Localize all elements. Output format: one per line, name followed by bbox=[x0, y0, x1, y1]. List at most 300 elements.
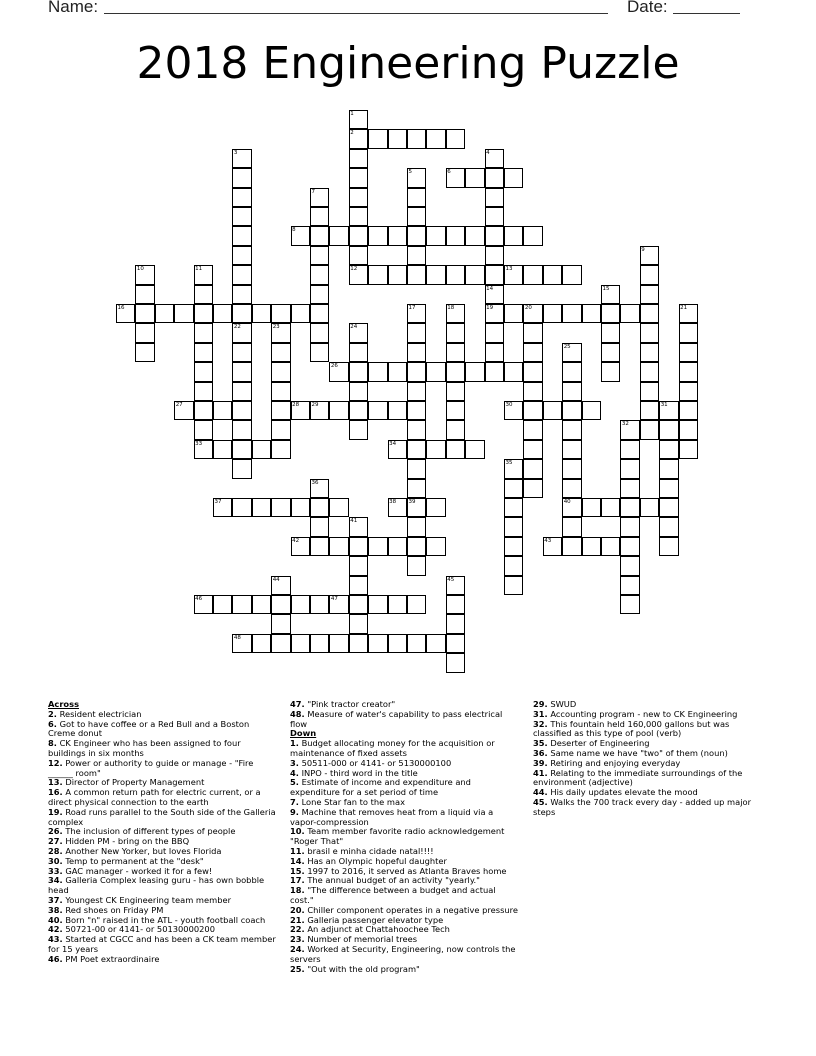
grid-cell[interactable] bbox=[446, 595, 465, 614]
grid-cell[interactable] bbox=[232, 420, 251, 439]
clue-number-label: 47. bbox=[290, 699, 305, 709]
clue-text: Got to have coffee or a Red Bull and a Boston Creme donut bbox=[48, 718, 250, 739]
grid-cell[interactable] bbox=[232, 304, 251, 323]
grid-cell[interactable] bbox=[252, 498, 271, 517]
grid-cell[interactable] bbox=[504, 517, 523, 536]
grid-cell[interactable] bbox=[582, 537, 601, 556]
grid-cell[interactable] bbox=[485, 207, 504, 226]
grid-cell[interactable] bbox=[349, 634, 368, 653]
grid-cell[interactable] bbox=[407, 595, 426, 614]
clue-text: Another New Yorker, but loves Florida bbox=[62, 845, 222, 856]
grid-cell[interactable] bbox=[620, 479, 639, 498]
grid-cell[interactable] bbox=[388, 129, 407, 148]
grid-cell[interactable] bbox=[329, 498, 348, 517]
clue-text: Galleria passenger elevator type bbox=[304, 914, 444, 925]
grid-cell[interactable] bbox=[562, 517, 581, 536]
grid-cell[interactable] bbox=[446, 362, 465, 381]
grid-cell[interactable] bbox=[485, 265, 504, 284]
grid-cell[interactable] bbox=[485, 226, 504, 245]
grid-cell[interactable] bbox=[194, 382, 213, 401]
clue-text: A common return path for electric current, or a direct physical connection to the earth bbox=[48, 787, 261, 807]
grid-cell[interactable] bbox=[640, 420, 659, 439]
grid-cell[interactable] bbox=[271, 343, 290, 362]
clue-number: 12 bbox=[350, 266, 358, 273]
clue-number: 23 bbox=[272, 324, 280, 331]
grid-cell[interactable] bbox=[349, 246, 368, 265]
grid-cell[interactable] bbox=[349, 401, 368, 420]
grid-cell[interactable] bbox=[232, 401, 251, 420]
grid-cell[interactable] bbox=[349, 226, 368, 245]
grid-cell[interactable] bbox=[213, 440, 232, 459]
clue-number: 39 bbox=[408, 499, 416, 505]
clue-text: Road runs parallel to the South side of the Galleria complex bbox=[48, 806, 276, 827]
clue-item bbox=[48, 808, 276, 828]
grid-cell[interactable] bbox=[504, 362, 523, 381]
grid-cell[interactable] bbox=[271, 382, 290, 401]
grid-cell[interactable] bbox=[523, 265, 542, 284]
grid-cell[interactable] bbox=[601, 323, 620, 342]
grid-cell[interactable] bbox=[407, 382, 426, 401]
grid-cell[interactable] bbox=[194, 343, 213, 362]
grid-cell[interactable] bbox=[562, 401, 581, 420]
grid-cell[interactable] bbox=[310, 634, 329, 653]
grid-cell[interactable] bbox=[640, 401, 659, 420]
grid-cell[interactable] bbox=[368, 129, 387, 148]
grid-cell[interactable] bbox=[310, 323, 329, 342]
grid-cell[interactable] bbox=[504, 304, 523, 323]
grid-cell[interactable] bbox=[349, 556, 368, 575]
grid-cell[interactable] bbox=[523, 343, 542, 362]
grid-cell[interactable] bbox=[271, 420, 290, 439]
grid-cell[interactable] bbox=[252, 440, 271, 459]
grid-cell[interactable] bbox=[310, 517, 329, 536]
grid-cell[interactable] bbox=[388, 537, 407, 556]
clue-text: Worked at Security, Engineering, now controls the servers bbox=[290, 943, 516, 964]
grid-cell[interactable] bbox=[465, 226, 484, 245]
grid-cell[interactable] bbox=[329, 401, 348, 420]
grid-cell[interactable] bbox=[523, 459, 542, 478]
grid-cell[interactable] bbox=[232, 188, 251, 207]
grid-cell[interactable] bbox=[426, 129, 445, 148]
clue-text: 50721-00 or 4141- or 50130000200 bbox=[62, 924, 215, 935]
grid-cell[interactable] bbox=[601, 362, 620, 381]
grid-cell[interactable] bbox=[407, 517, 426, 536]
grid-cell[interactable] bbox=[659, 459, 678, 478]
grid-cell[interactable] bbox=[368, 401, 387, 420]
grid-cell[interactable] bbox=[388, 265, 407, 284]
grid-cell[interactable] bbox=[310, 343, 329, 362]
grid-cell[interactable] bbox=[582, 401, 601, 420]
grid-cell[interactable] bbox=[601, 537, 620, 556]
grid-cell[interactable] bbox=[291, 595, 310, 614]
clue-number-label: 16. bbox=[48, 787, 63, 798]
grid-cell[interactable] bbox=[679, 323, 698, 342]
clue-number-label: 30. bbox=[48, 855, 63, 866]
clue-text: Resident electrician bbox=[56, 708, 142, 719]
grid-cell[interactable] bbox=[310, 537, 329, 556]
grid-cell[interactable] bbox=[232, 246, 251, 265]
grid-cell[interactable] bbox=[291, 634, 310, 653]
clue-item bbox=[533, 769, 767, 789]
grid-cell[interactable] bbox=[659, 498, 678, 517]
grid-cell[interactable] bbox=[232, 382, 251, 401]
grid-cell[interactable] bbox=[349, 537, 368, 556]
grid-cell[interactable] bbox=[310, 304, 329, 323]
grid-cell[interactable] bbox=[368, 595, 387, 614]
clue-number-label: 31. bbox=[533, 708, 548, 719]
grid-cell[interactable] bbox=[620, 595, 639, 614]
grid-cell[interactable] bbox=[194, 401, 213, 420]
grid-cell[interactable] bbox=[620, 304, 639, 323]
clue-number-label: 43. bbox=[48, 934, 63, 945]
grid-cell[interactable] bbox=[601, 498, 620, 517]
grid-cell[interactable] bbox=[504, 556, 523, 575]
grid-cell[interactable] bbox=[446, 420, 465, 439]
clue-number-label: 1. bbox=[290, 738, 299, 749]
grid-cell[interactable] bbox=[174, 304, 193, 323]
grid-cell[interactable] bbox=[349, 149, 368, 168]
grid-cell[interactable] bbox=[232, 207, 251, 226]
grid-cell[interactable] bbox=[407, 634, 426, 653]
grid-cell[interactable] bbox=[446, 129, 465, 148]
grid-cell[interactable] bbox=[271, 634, 290, 653]
grid-cell[interactable] bbox=[523, 401, 542, 420]
grid-cell[interactable] bbox=[213, 401, 232, 420]
grid-cell[interactable] bbox=[620, 498, 639, 517]
grid-cell[interactable] bbox=[485, 323, 504, 342]
grid-cell[interactable] bbox=[523, 382, 542, 401]
grid-cell[interactable] bbox=[679, 440, 698, 459]
grid-cell[interactable] bbox=[252, 595, 271, 614]
across-clue-list bbox=[48, 710, 276, 965]
grid-cell[interactable] bbox=[640, 323, 659, 342]
grid-cell[interactable] bbox=[232, 265, 251, 284]
grid-cell[interactable] bbox=[271, 498, 290, 517]
clue-number: 9 bbox=[641, 246, 645, 253]
grid-cell[interactable] bbox=[640, 304, 659, 323]
grid-cell[interactable] bbox=[543, 304, 562, 323]
grid-cell[interactable] bbox=[135, 285, 154, 304]
puzzle-title: 2018 Engineering Puzzle bbox=[136, 38, 680, 89]
clue-number: 31 bbox=[660, 402, 668, 408]
grid-cell[interactable] bbox=[582, 304, 601, 323]
grid-cell[interactable] bbox=[407, 343, 426, 362]
grid-cell[interactable] bbox=[620, 556, 639, 575]
grid-cell[interactable] bbox=[426, 362, 445, 381]
grid-cell[interactable] bbox=[310, 207, 329, 226]
grid-cell[interactable] bbox=[194, 323, 213, 342]
grid-cell[interactable] bbox=[407, 440, 426, 459]
clue-item bbox=[48, 935, 276, 955]
grid-cell[interactable] bbox=[271, 362, 290, 381]
grid-cell[interactable] bbox=[291, 498, 310, 517]
grid-cell[interactable] bbox=[232, 459, 251, 478]
grid-cell[interactable] bbox=[640, 285, 659, 304]
grid-cell[interactable] bbox=[446, 343, 465, 362]
grid-cell[interactable] bbox=[232, 440, 251, 459]
grid-cell[interactable] bbox=[232, 168, 251, 187]
grid-cell[interactable] bbox=[271, 614, 290, 633]
grid-cell[interactable] bbox=[426, 265, 445, 284]
grid-cell[interactable] bbox=[426, 226, 445, 245]
clue-number-label: 28. bbox=[48, 845, 63, 856]
grid-cell[interactable] bbox=[271, 401, 290, 420]
grid-cell[interactable] bbox=[640, 498, 659, 517]
grid-cell[interactable] bbox=[465, 440, 484, 459]
clue-number: 25 bbox=[563, 343, 571, 350]
grid-cell[interactable] bbox=[446, 634, 465, 653]
grid-cell[interactable] bbox=[310, 226, 329, 245]
grid-cell[interactable] bbox=[271, 595, 290, 614]
clue-text: His daily updates elevate the mood bbox=[547, 787, 698, 798]
grid-cell[interactable] bbox=[562, 479, 581, 498]
grid-cell[interactable] bbox=[659, 517, 678, 536]
grid-cell[interactable] bbox=[485, 168, 504, 187]
grid-cell[interactable] bbox=[562, 265, 581, 284]
clue-text: Galleria Complex leasing guru - has own bobble head bbox=[48, 875, 265, 896]
grid-cell[interactable] bbox=[426, 440, 445, 459]
grid-cell[interactable] bbox=[271, 440, 290, 459]
grid-cell[interactable] bbox=[640, 343, 659, 362]
grid-cell[interactable] bbox=[407, 401, 426, 420]
grid-cell[interactable] bbox=[368, 226, 387, 245]
grid-cell[interactable] bbox=[543, 265, 562, 284]
grid-cell[interactable] bbox=[426, 537, 445, 556]
grid-cell[interactable] bbox=[640, 362, 659, 381]
clue-number: 1 bbox=[350, 111, 354, 117]
grid-cell[interactable] bbox=[232, 498, 251, 517]
clue-number-label: 3. bbox=[290, 757, 299, 768]
grid-cell[interactable] bbox=[446, 614, 465, 633]
grid-cell[interactable] bbox=[601, 304, 620, 323]
grid-cell[interactable] bbox=[368, 265, 387, 284]
grid-cell[interactable] bbox=[562, 440, 581, 459]
clue-text: brasil e minha cidade natal!!!! bbox=[304, 845, 434, 856]
grid-cell[interactable] bbox=[407, 556, 426, 575]
grid-cell[interactable] bbox=[446, 382, 465, 401]
grid-cell[interactable] bbox=[485, 188, 504, 207]
grid-cell[interactable] bbox=[504, 479, 523, 498]
grid-cell[interactable] bbox=[446, 265, 465, 284]
grid-cell[interactable] bbox=[446, 401, 465, 420]
grid-cell[interactable] bbox=[232, 362, 251, 381]
grid-cell[interactable] bbox=[349, 420, 368, 439]
clue-item bbox=[48, 720, 276, 740]
clue-number: 10 bbox=[136, 266, 144, 273]
grid-cell[interactable] bbox=[465, 168, 484, 187]
grid-cell[interactable] bbox=[659, 479, 678, 498]
clue-text: Measure of water's capability to pass electrical flow bbox=[290, 708, 503, 729]
grid-cell[interactable] bbox=[310, 246, 329, 265]
grid-cell[interactable] bbox=[291, 304, 310, 323]
clue-text: Lone Star fan to the max bbox=[298, 796, 405, 807]
grid-cell[interactable] bbox=[252, 634, 271, 653]
clue-item bbox=[533, 798, 767, 818]
grid-cell[interactable] bbox=[407, 459, 426, 478]
grid-cell[interactable] bbox=[582, 498, 601, 517]
grid-cell[interactable] bbox=[135, 304, 154, 323]
grid-cell[interactable] bbox=[446, 323, 465, 342]
clue-number: 7 bbox=[311, 188, 315, 195]
grid-cell[interactable] bbox=[679, 420, 698, 439]
grid-cell[interactable] bbox=[679, 362, 698, 381]
grid-cell[interactable] bbox=[523, 420, 542, 439]
grid-cell[interactable] bbox=[504, 226, 523, 245]
grid-cell[interactable] bbox=[349, 168, 368, 187]
grid-cell[interactable] bbox=[601, 343, 620, 362]
grid-cell[interactable] bbox=[562, 304, 581, 323]
grid-cell[interactable] bbox=[349, 576, 368, 595]
grid-cell[interactable] bbox=[388, 595, 407, 614]
grid-cell[interactable] bbox=[659, 537, 678, 556]
grid-cell[interactable] bbox=[620, 517, 639, 536]
grid-cell[interactable] bbox=[232, 595, 251, 614]
grid-cell[interactable] bbox=[310, 595, 329, 614]
grid-cell[interactable] bbox=[232, 285, 251, 304]
grid-cell[interactable] bbox=[620, 459, 639, 478]
clue-text: Deserter of Engineering bbox=[547, 738, 650, 749]
grid-cell[interactable] bbox=[349, 188, 368, 207]
grid-cell[interactable] bbox=[426, 634, 445, 653]
grid-cell[interactable] bbox=[329, 537, 348, 556]
clue-text: Youngest CK Engineering team member bbox=[62, 894, 231, 905]
grid-cell[interactable] bbox=[407, 207, 426, 226]
grid-cell[interactable] bbox=[252, 304, 271, 323]
clue-number: 18 bbox=[447, 305, 455, 311]
clue-number-label: 6. bbox=[48, 718, 57, 729]
clue-text: GAC manager - worked it for a few! bbox=[62, 865, 213, 876]
grid-cell[interactable] bbox=[562, 382, 581, 401]
grid-cell[interactable] bbox=[465, 362, 484, 381]
clue-number-label: 20. bbox=[290, 904, 305, 915]
grid-cell[interactable] bbox=[407, 129, 426, 148]
grid-cell[interactable] bbox=[562, 420, 581, 439]
grid-cell[interactable] bbox=[679, 343, 698, 362]
grid-cell[interactable] bbox=[135, 323, 154, 342]
grid-cell[interactable] bbox=[504, 537, 523, 556]
grid-cell[interactable] bbox=[194, 420, 213, 439]
grid-cell[interactable] bbox=[368, 362, 387, 381]
clue-number: 35 bbox=[505, 460, 513, 467]
grid-cell[interactable] bbox=[349, 362, 368, 381]
down-clue-list bbox=[290, 739, 518, 974]
grid-cell[interactable] bbox=[232, 343, 251, 362]
grid-cell[interactable] bbox=[523, 440, 542, 459]
grid-cell[interactable] bbox=[368, 537, 387, 556]
clue-text: Temp to permanent at the "desk" bbox=[62, 855, 204, 866]
grid-cell[interactable] bbox=[640, 265, 659, 284]
grid-cell[interactable] bbox=[523, 362, 542, 381]
grid-cell[interactable] bbox=[504, 576, 523, 595]
grid-cell[interactable] bbox=[485, 343, 504, 362]
grid-cell[interactable] bbox=[310, 265, 329, 284]
grid-cell[interactable] bbox=[155, 304, 174, 323]
grid-cell[interactable] bbox=[271, 304, 290, 323]
clue-text: Power or authority to guide or manage - "Fire ______ room" bbox=[48, 757, 254, 778]
grid-cell[interactable] bbox=[620, 537, 639, 556]
grid-cell[interactable] bbox=[620, 440, 639, 459]
grid-cell[interactable] bbox=[213, 595, 232, 614]
grid-cell[interactable] bbox=[446, 653, 465, 672]
grid-cell[interactable] bbox=[465, 265, 484, 284]
grid-cell[interactable] bbox=[407, 323, 426, 342]
grid-cell[interactable] bbox=[349, 614, 368, 633]
clue-number-label: 35. bbox=[533, 738, 548, 749]
grid-cell[interactable] bbox=[407, 362, 426, 381]
grid-cell[interactable] bbox=[562, 459, 581, 478]
clue-text: Director of Property Management bbox=[62, 777, 205, 788]
clue-text: Chiller component operates in a negative pressure bbox=[304, 904, 518, 915]
clue-number-label: 7. bbox=[290, 796, 299, 807]
grid-cell[interactable] bbox=[232, 226, 251, 245]
grid-cell[interactable] bbox=[679, 382, 698, 401]
grid-cell[interactable] bbox=[349, 343, 368, 362]
grid-cell[interactable] bbox=[194, 285, 213, 304]
grid-cell[interactable] bbox=[504, 498, 523, 517]
clue-item bbox=[48, 739, 276, 759]
grid-cell[interactable] bbox=[523, 479, 542, 498]
grid-cell[interactable] bbox=[407, 188, 426, 207]
grid-cell[interactable] bbox=[446, 226, 465, 245]
grid-cell[interactable] bbox=[446, 440, 465, 459]
grid-cell[interactable] bbox=[310, 498, 329, 517]
grid-cell[interactable] bbox=[407, 265, 426, 284]
grid-cell[interactable] bbox=[543, 401, 562, 420]
grid-cell[interactable] bbox=[194, 304, 213, 323]
grid-cell[interactable] bbox=[388, 362, 407, 381]
grid-cell[interactable] bbox=[349, 207, 368, 226]
grid-cell[interactable] bbox=[388, 226, 407, 245]
grid-cell[interactable] bbox=[562, 537, 581, 556]
grid-cell[interactable] bbox=[135, 343, 154, 362]
grid-cell[interactable] bbox=[523, 323, 542, 342]
grid-cell[interactable] bbox=[407, 246, 426, 265]
grid-cell[interactable] bbox=[388, 401, 407, 420]
grid-cell[interactable] bbox=[659, 440, 678, 459]
grid-cell[interactable] bbox=[407, 420, 426, 439]
grid-cell[interactable] bbox=[523, 226, 542, 245]
clue-number: 32 bbox=[621, 421, 629, 428]
grid-cell[interactable] bbox=[426, 498, 445, 517]
grid-cell[interactable] bbox=[679, 401, 698, 420]
grid-cell[interactable] bbox=[562, 362, 581, 381]
grid-cell[interactable] bbox=[194, 362, 213, 381]
clue-item bbox=[48, 955, 276, 965]
grid-cell[interactable] bbox=[310, 285, 329, 304]
clue-number-label: 25. bbox=[290, 963, 305, 974]
grid-cell[interactable] bbox=[407, 226, 426, 245]
grid-cell[interactable] bbox=[620, 576, 639, 595]
grid-cell[interactable] bbox=[504, 168, 523, 187]
clue-text: Red shoes on Friday PM bbox=[62, 904, 164, 915]
grid-cell[interactable] bbox=[349, 595, 368, 614]
grid-cell[interactable] bbox=[659, 420, 678, 439]
grid-cell[interactable] bbox=[407, 537, 426, 556]
grid-cell[interactable] bbox=[329, 634, 348, 653]
grid-cell[interactable] bbox=[485, 246, 504, 265]
grid-cell[interactable] bbox=[213, 304, 232, 323]
clue-item bbox=[290, 808, 518, 828]
grid-cell[interactable] bbox=[407, 479, 426, 498]
grid-cell[interactable] bbox=[485, 362, 504, 381]
grid-cell[interactable] bbox=[388, 634, 407, 653]
clue-number-label: 24. bbox=[290, 943, 305, 954]
grid-cell[interactable] bbox=[349, 382, 368, 401]
clue-number: 42 bbox=[292, 537, 300, 544]
grid-cell[interactable] bbox=[368, 634, 387, 653]
grid-cell[interactable] bbox=[640, 382, 659, 401]
grid-cell[interactable] bbox=[329, 226, 348, 245]
